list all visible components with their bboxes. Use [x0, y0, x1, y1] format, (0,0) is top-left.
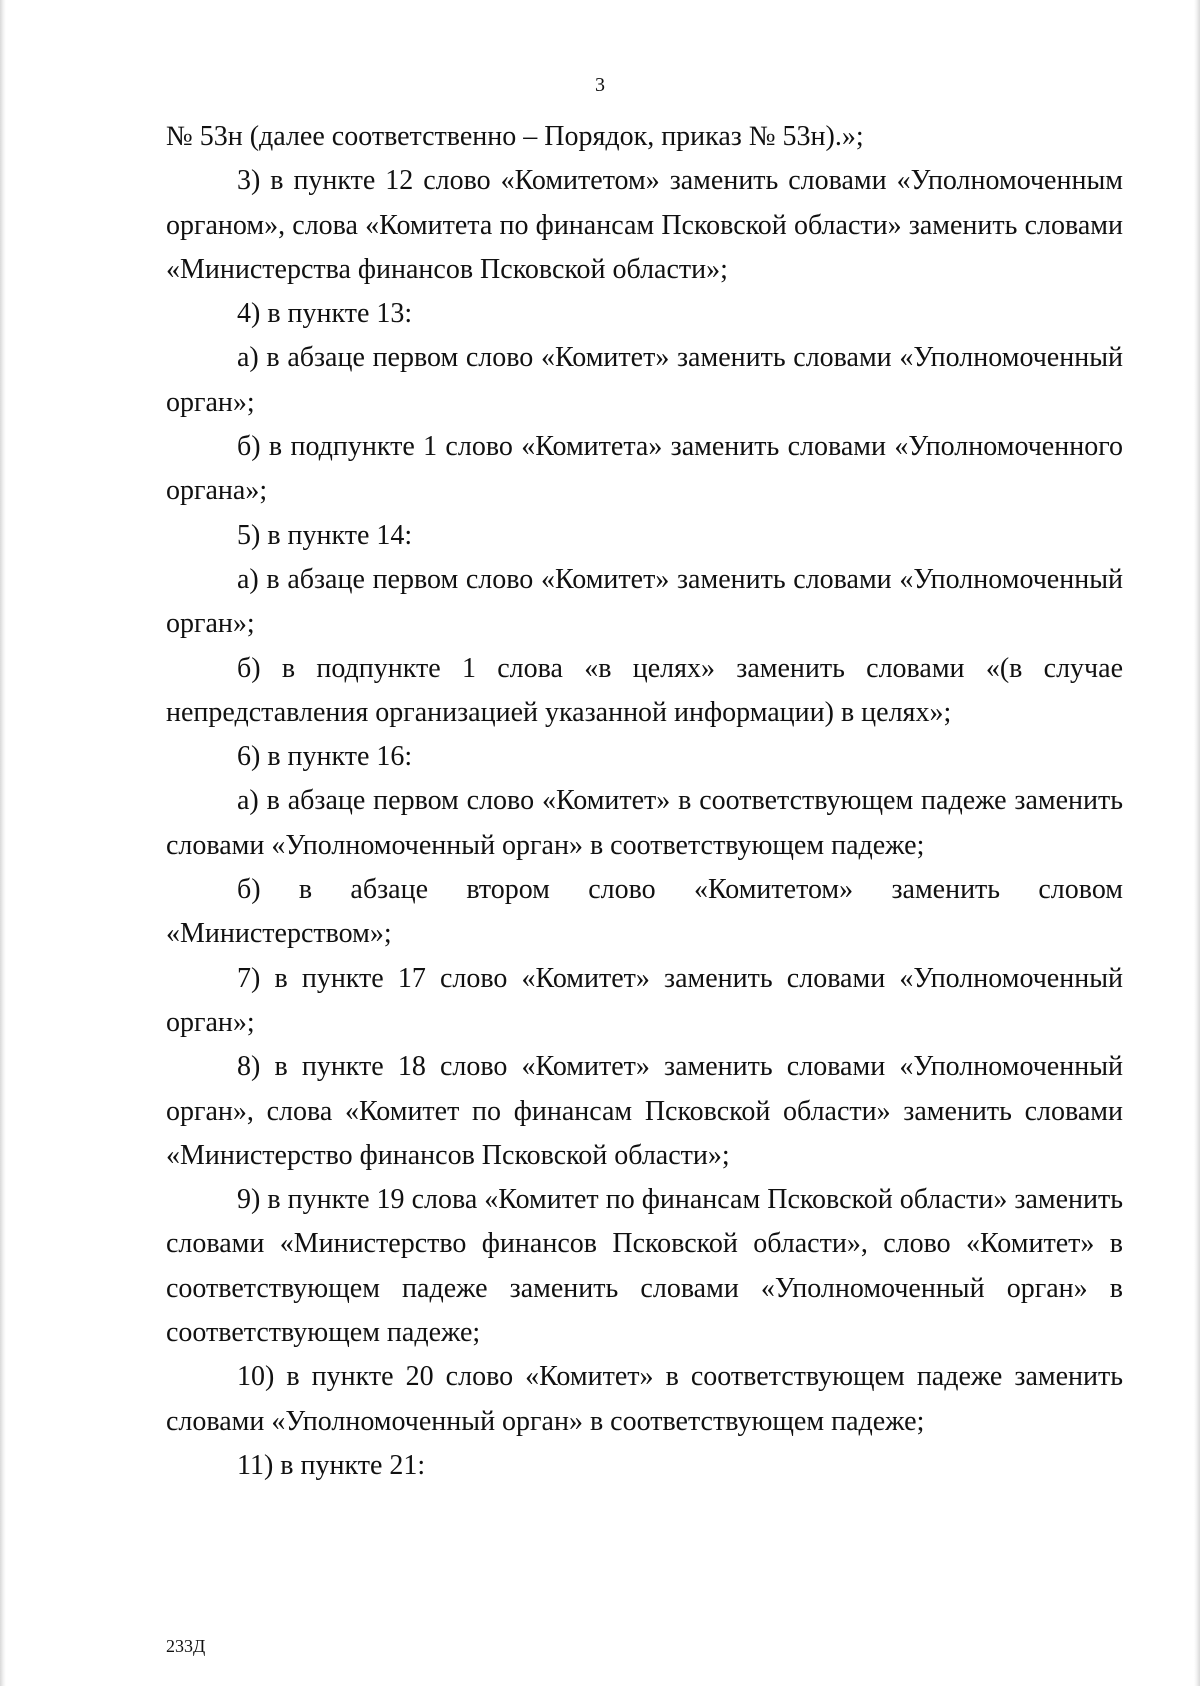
paragraph-item-5b: б) в подпункте 1 слова «в целях» заменить словами «(в случае непредставления организацией указанной информации) в целях»;	[166, 652, 1123, 728]
document-body	[166, 115, 1123, 1488]
paragraph-item-5a: а) в абзаце первом слово «Комитет» заменить словами «Уполномоченный орган»;	[166, 563, 1123, 640]
paragraph-item-4b: б) в подпункте 1 слово «Комитета» заменить словами «Уполномоченного органа»;	[166, 431, 1123, 507]
paragraph-item-6a: а) в абзаце первом слово «Комитет» в соответствующем падеже заменить словами «Уполномоченный орган» в соответствующем падеже;	[166, 785, 1123, 861]
paragraph-item-5: 5) в пункте 14:	[237, 519, 413, 551]
paragraph-item-4: 4) в пункте 13:	[237, 298, 413, 330]
paragraph-item-7: 7) в пункте 17 слово «Комитет» заменить словами «Уполномоченный орган»;	[166, 962, 1123, 1038]
paragraph-item-4a: а) в абзаце первом слово «Комитет» заменить словами «Уполномоченный орган»;	[166, 342, 1123, 418]
paragraph-item-6: 6) в пункте 16:	[237, 741, 413, 773]
paragraph-item-9: 9) в пункте 19 слова «Комитет по финансам Псковской области» заменить словами «Министерство финансов Псковской области», слово «Комитет» в соответствующем падеже заменить словами «Уполномоченный орган» в соответствующем падеже;	[166, 1184, 1123, 1349]
paragraph-continuation: № 53н (далее соответственно – Порядок, приказ № 53н).»;	[166, 121, 864, 152]
scan-edge-right	[1194, 0, 1200, 1686]
paragraph-item-6b: б) в абзаце втором слово «Комитетом» заменить словом «Министерством»;	[166, 874, 1123, 950]
scan-edge-left	[0, 0, 6, 1686]
paragraph-item-3: 3) в пункте 12 слово «Комитетом» заменить словами «Уполномоченным органом», слова «Комитета по финансам Псковской области» заменить словами «Министерства финансов Псковской области»;	[166, 165, 1123, 285]
page-number: 3	[595, 74, 605, 96]
paragraph-item-10: 10) в пункте 20 слово «Комитет» в соответствующем падеже заменить словами «Уполномоченный орган» в соответствующем падеже;	[166, 1361, 1123, 1437]
document-footer-code: 233Д	[166, 1636, 206, 1656]
paragraph-item-11: 11) в пункте 21:	[237, 1449, 426, 1481]
paragraph-item-8: 8) в пункте 18 слово «Комитет» заменить словами «Уполномоченный орган», слова «Комитет по финансам Псковской области» заменить словами «Министерство финансов Псковской области»;	[166, 1051, 1123, 1171]
